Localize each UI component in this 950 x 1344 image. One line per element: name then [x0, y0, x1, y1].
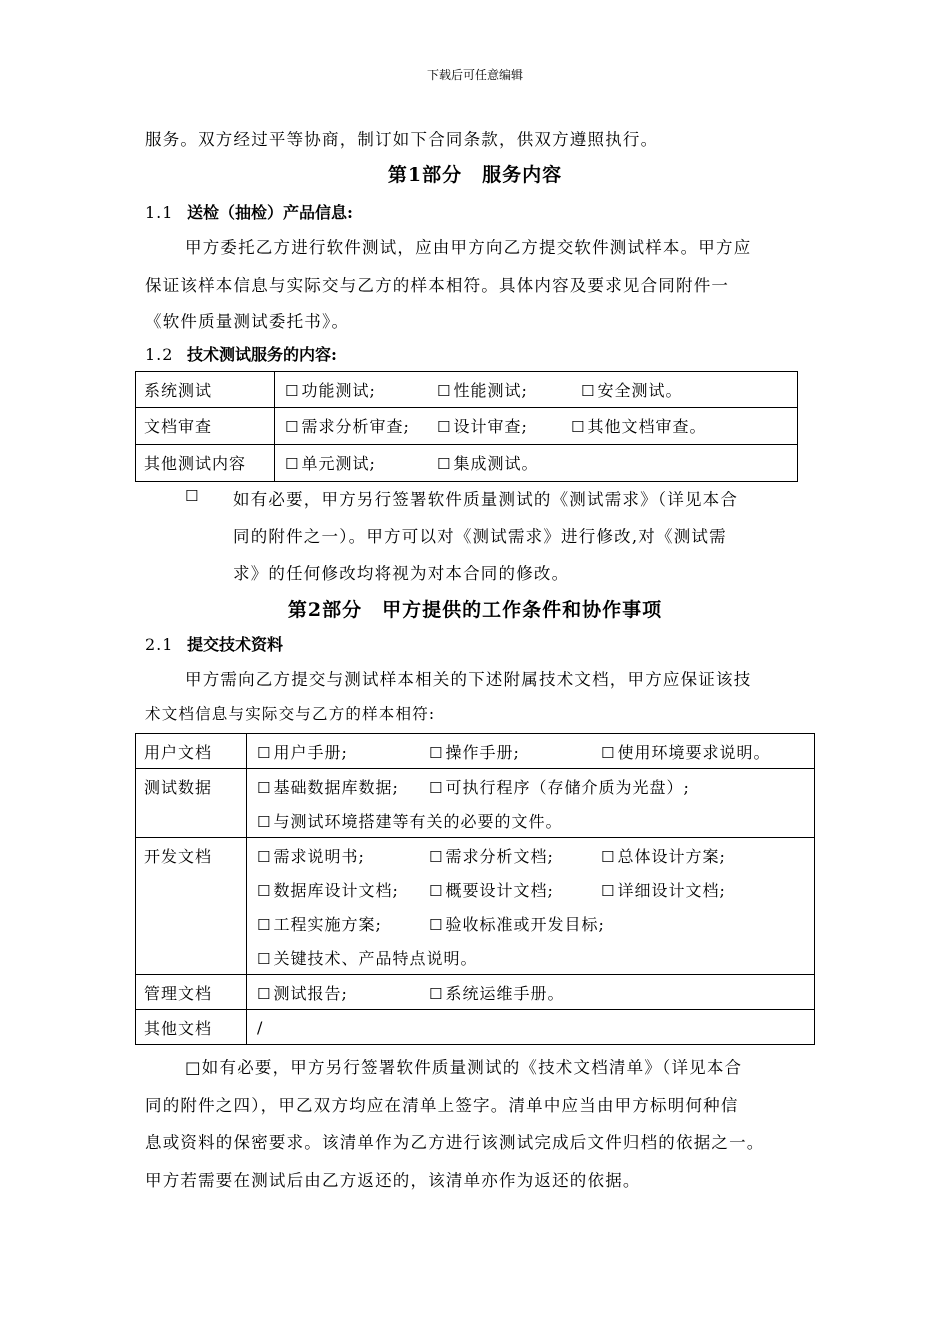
table-row	[136, 838, 815, 975]
tech-docs-table	[135, 733, 815, 1045]
checkbox-icon: ☐	[601, 881, 616, 900]
checkbox-icon: ☐	[429, 847, 444, 866]
row-label: 其他文档	[136, 1010, 247, 1045]
checkbox-icon: ☐	[257, 812, 272, 831]
checkbox-item[interactable]: ☐ 需求说明书;	[257, 846, 365, 866]
row-options	[275, 408, 798, 445]
checkbox-icon: ☐	[257, 881, 272, 900]
row-value	[247, 1010, 815, 1045]
note-line-3: 求》的任何修改均将视为对本合同的修改。	[233, 564, 570, 583]
checkbox-item[interactable]: ☐ 集成测试。	[437, 453, 539, 473]
section-number: 1.1	[145, 203, 174, 222]
checkbox-item[interactable]: ☐ 详细设计文档;	[601, 880, 726, 900]
checkbox-item[interactable]: ☐ 可执行程序（存储介质为光盘）;	[429, 777, 690, 797]
checkbox-icon: ☐	[437, 381, 452, 400]
checkbox-icon: ☐	[429, 984, 444, 1003]
table-row	[136, 445, 798, 482]
section-title: 技术测试服务的内容:	[187, 345, 337, 364]
tech-docs-note-line-2: 同的附件之四），甲乙双方均应在清单上签字。清单中应当由甲方标明何种信	[145, 1096, 739, 1115]
table-row	[136, 975, 815, 1010]
checkbox-item[interactable]: ☐ 工程实施方案;	[257, 914, 382, 934]
table-row	[136, 734, 815, 769]
test-services-table	[135, 371, 798, 482]
checkbox-icon: ☐	[285, 454, 300, 473]
checkbox-item[interactable]: ☐ 安全测试。	[581, 380, 683, 400]
checkbox-item[interactable]: ☐ 基础数据库数据;	[257, 777, 399, 797]
section-1-2-heading	[145, 342, 337, 365]
header-note: 下载后可任意编辑	[426, 68, 523, 82]
checkbox-item[interactable]: ☐ 操作手册;	[429, 742, 520, 762]
checkbox-icon: ☐	[285, 417, 300, 436]
checkbox-icon: ☐	[257, 778, 272, 797]
row-label: 系统测试	[136, 372, 275, 408]
row-options	[275, 445, 798, 482]
checkbox-icon: ☐	[429, 743, 444, 762]
intro-paragraph: 服务。双方经过平等协商，制订如下合同条款，供双方遵照执行。	[145, 130, 659, 149]
checkbox-item[interactable]: ☐ 需求分析审查;	[285, 416, 410, 436]
checkbox-item[interactable]: ☐ 功能测试;	[285, 380, 376, 400]
row-options	[275, 372, 798, 408]
checkbox-icon: ☐	[601, 847, 616, 866]
checkbox-item[interactable]: ☐ 需求分析文档;	[429, 846, 554, 866]
table-row	[136, 408, 798, 445]
s1-1-line-3: 《软件质量测试委托书》。	[145, 312, 350, 331]
checkbox-icon: ☐	[571, 417, 586, 436]
row-label: 文档审查	[136, 408, 275, 445]
section-number: 1.2	[145, 345, 174, 364]
checkbox-icon: ☐	[257, 847, 272, 866]
table-row	[136, 1010, 815, 1045]
checkbox-item[interactable]: ☐ 数据库设计文档;	[257, 880, 399, 900]
checkbox-item[interactable]: ☐ 使用环境要求说明。	[601, 742, 771, 762]
row-options	[247, 838, 815, 975]
checkbox-item[interactable]: ☐ 概要设计文档;	[429, 880, 554, 900]
note-line-2: 同的附件之一）。甲方可以对《测试需求》进行修改,对《测试需	[233, 527, 727, 546]
part2-heading: 第2部分 甲方提供的工作条件和协作事项	[287, 599, 663, 621]
checkbox-icon: ☐	[437, 417, 452, 436]
s1-1-line-2: 保证该样本信息与实际交与乙方的样本相符。具体内容及要求见合同附件一	[145, 276, 730, 295]
row-label: 测试数据	[136, 769, 247, 838]
checkbox-icon: ☐	[429, 915, 444, 934]
checkbox-item[interactable]: ☐ 验收标准或开发目标;	[429, 914, 605, 934]
checkbox-icon: ☐	[257, 915, 272, 934]
row-label: 其他测试内容	[136, 445, 275, 482]
row-label: 开发文档	[136, 838, 247, 975]
checkbox-item[interactable]: ☐ 其他文档审查。	[571, 416, 707, 436]
row-options	[247, 734, 815, 769]
other-docs-value: /	[257, 1017, 264, 1037]
checkbox-icon: ☐	[581, 381, 596, 400]
s2-1-line-1: 甲方需向乙方提交与测试样本相关的下述附属技术文档，甲方应保证该技	[185, 670, 752, 689]
tech-docs-note-line-1: □如有必要，甲方另行签署软件质量测试的《技术文档清单》（详见本合	[185, 1058, 743, 1077]
section-title: 送检（抽检）产品信息:	[187, 203, 353, 222]
tech-docs-note-line-3: 息或资料的保密要求。该清单作为乙方进行该测试完成后文件归档的依据之一。	[145, 1133, 765, 1152]
checkbox-item[interactable]: ☐ 总体设计方案;	[601, 846, 726, 866]
checkbox-icon: ☐	[429, 778, 444, 797]
checkbox-item[interactable]: ☐ 系统运维手册。	[429, 983, 565, 1003]
checkbox-item[interactable]: ☐ 测试报告;	[257, 983, 348, 1003]
tech-docs-note-line-4: 甲方若需要在测试后由乙方返还的，该清单亦作为返还的依据。	[145, 1171, 641, 1190]
checkbox-icon: ☐	[429, 881, 444, 900]
table-row	[136, 769, 815, 838]
checkbox-icon: ☐	[257, 949, 272, 968]
checkbox-icon: ☐	[285, 381, 300, 400]
note-line-1: 如有必要，甲方另行签署软件质量测试的《测试需求》（详见本合	[233, 490, 739, 509]
row-label: 用户文档	[136, 734, 247, 769]
checkbox-item[interactable]: ☐ 单元测试;	[285, 453, 376, 473]
section-2-1-heading	[145, 632, 283, 655]
checkbox-item[interactable]: ☐ 用户手册;	[257, 742, 348, 762]
part1-heading: 第1部分 服务内容	[387, 164, 563, 186]
row-options	[247, 769, 815, 838]
checkbox-item[interactable]: ☐ 设计审查;	[437, 416, 528, 436]
section-title: 提交技术资料	[187, 635, 284, 654]
checkbox-item[interactable]: ☐ 性能测试;	[437, 380, 528, 400]
checkbox-icon: ☐	[437, 454, 452, 473]
section-1-1-heading	[145, 200, 353, 223]
checkbox-icon[interactable]: ☐	[185, 487, 200, 505]
table-row	[136, 372, 798, 408]
row-label: 管理文档	[136, 975, 247, 1010]
checkbox-icon: ☐	[257, 743, 272, 762]
test-requirements-note	[185, 486, 202, 505]
checkbox-item[interactable]: ☐ 关键技术、产品特点说明。	[257, 948, 478, 968]
s2-1-line-2: 术文档信息与实际交与乙方的样本相符:	[145, 705, 436, 723]
s1-1-line-1: 甲方委托乙方进行软件测试，应由甲方向乙方提交软件测试样本。甲方应	[185, 238, 752, 257]
row-options	[247, 975, 815, 1010]
checkbox-icon: ☐	[601, 743, 616, 762]
checkbox-icon: ☐	[257, 984, 272, 1003]
section-number: 2.1	[145, 635, 174, 654]
checkbox-item[interactable]: ☐ 与测试环境搭建等有关的必要的文件。	[257, 811, 563, 831]
